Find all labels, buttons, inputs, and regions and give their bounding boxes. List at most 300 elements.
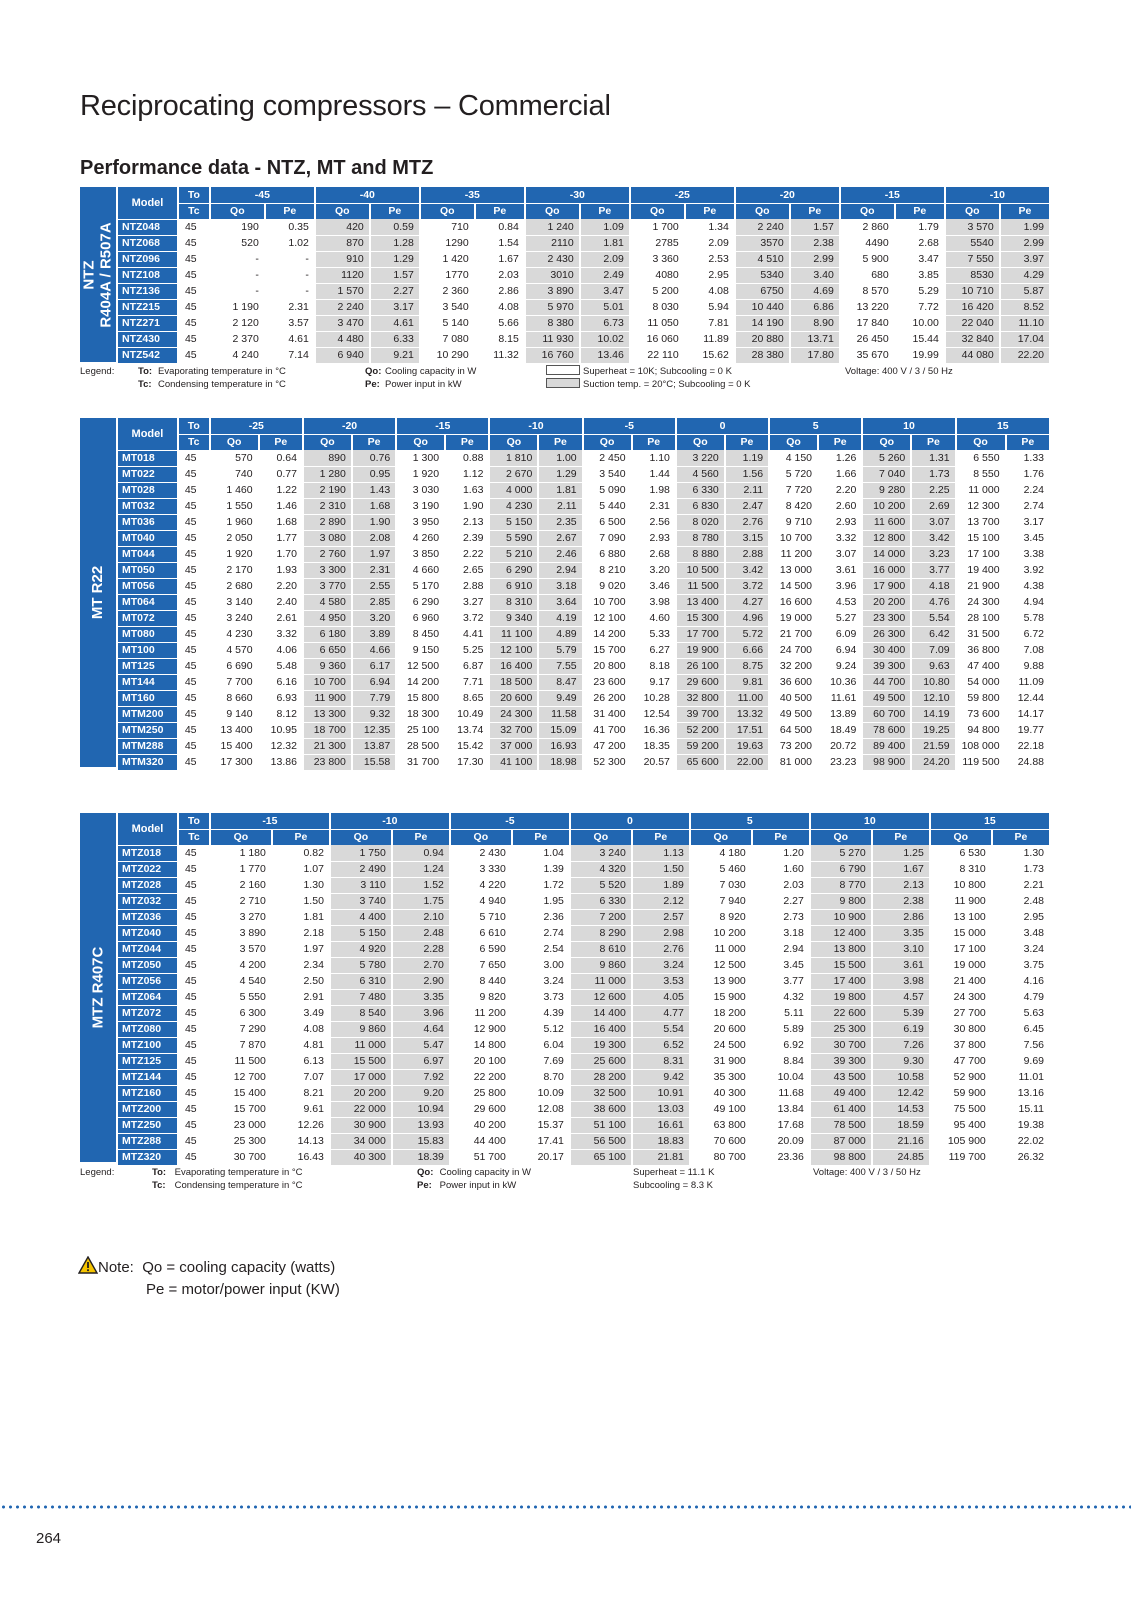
pe-cell: 2.76 [632,941,690,957]
pe-cell: 19.25 [911,722,955,738]
qo-cell: 23 300 [862,610,911,626]
pe-cell: 4.96 [725,610,769,626]
pe-cell: 2.36 [512,909,570,925]
qo-cell: 12 500 [396,658,445,674]
pe-cell: 3.48 [992,925,1050,941]
pe-cell: 2.08 [352,530,396,546]
pe-cell: 9.30 [872,1053,930,1069]
qo-cell: 5 590 [489,530,538,546]
qo-cell: 32 500 [570,1085,632,1101]
qo-cell: 11 200 [769,546,818,562]
qo-cell: 12 700 [210,1069,272,1085]
model-cell: MTZ050 [118,957,178,973]
table-row [118,267,1050,283]
tc-cell: 45 [178,861,210,877]
pe-cell: 1.52 [392,877,450,893]
tc-cell: 45 [178,1005,210,1021]
qo-cell: 1 750 [330,845,392,861]
qo-cell: 570 [210,450,259,466]
qo-cell: 6 500 [583,514,632,530]
qo-cell: 59 900 [930,1085,992,1101]
pe-cell: 1.66 [818,466,862,482]
qo-cell: 6 960 [396,610,445,626]
pe-cell: 1.30 [272,877,330,893]
legend-title: Legend: [80,1167,115,1178]
qo-cell: 15 700 [583,642,632,658]
qo-cell: 13 900 [690,973,752,989]
qo-cell: 30 700 [810,1037,872,1053]
qo-cell: 24 300 [956,594,1006,610]
tc-cell: 45 [178,347,210,363]
tc-cell: 45 [178,957,210,973]
qo-cell: 17 840 [840,315,895,331]
qo-cell: 5340 [735,267,790,283]
qo-cell: 4 570 [210,642,259,658]
pe-cell: 4.06 [259,642,303,658]
qo-cell: 11 500 [676,578,725,594]
qo-cell: 15 100 [956,530,1006,546]
pe-cell: 6.16 [259,674,303,690]
evap-temp-value: -20 [303,418,396,434]
table-row [118,706,1050,722]
pe-cell: 2.31 [265,299,315,315]
qo-cell: 26 100 [676,658,725,674]
table-row [118,722,1050,738]
qo-cell: 36 800 [956,642,1006,658]
qo-cell: 15 300 [676,610,725,626]
qo-cell: 37 800 [930,1037,992,1053]
model-cell: MT080 [118,626,178,642]
pe-cell: 1.02 [265,235,315,251]
qo-cell: 1 920 [210,546,259,562]
qo-cell: 8 610 [570,941,632,957]
table-row [118,578,1050,594]
model-cell: MT028 [118,482,178,498]
table-row [118,530,1050,546]
pe-cell: 3.72 [725,578,769,594]
qo-cell: 65 100 [570,1149,632,1165]
pe-cell: 3.10 [872,941,930,957]
qo-cell: 2 450 [583,450,632,466]
qo-cell: 41 100 [489,754,538,770]
qo-cell: 6 530 [930,845,992,861]
pe-cell: 8.70 [512,1069,570,1085]
pe-column-header: Pe [265,203,315,219]
table-row [118,347,1050,363]
pe-cell: 4.61 [265,331,315,347]
qo-cell: 2 190 [303,482,352,498]
table-row [118,973,1050,989]
qo-cell: 2 050 [210,530,259,546]
mtz-side-label [80,813,118,1162]
pe-cell: 3.32 [818,530,862,546]
pe-cell: 3.77 [911,562,955,578]
qo-cell: 37 000 [489,738,538,754]
pe-cell: 3.61 [872,957,930,973]
tc-cell: 45 [178,1053,210,1069]
qo-cell: 3 740 [330,893,392,909]
pe-cell: 9.32 [352,706,396,722]
pe-cell: 3.42 [911,530,955,546]
table-row [118,546,1050,562]
pe-cell: 6.27 [632,642,676,658]
qo-cell: 4 240 [210,347,265,363]
qo-cell: 22 200 [450,1069,512,1085]
qo-cell: 2 490 [330,861,392,877]
pe-cell: 0.82 [272,845,330,861]
qo-cell: 1 180 [210,845,272,861]
qo-cell: 11 500 [210,1053,272,1069]
pe-cell: 9.42 [632,1069,690,1085]
qo-cell: 3 300 [303,562,352,578]
pe-cell: 14.13 [272,1133,330,1149]
model-cell: NTZ048 [118,219,178,235]
qo-cell: 24 300 [489,706,538,722]
table-row [118,1117,1050,1133]
qo-cell: 6 790 [810,861,872,877]
qo-cell: 5 200 [630,283,685,299]
pe-cell: 5.11 [752,1005,810,1021]
pe-cell: 5.54 [911,610,955,626]
pe-cell: 9.88 [1006,658,1050,674]
qo-cell: 14 200 [583,626,632,642]
qo-cell: 11 050 [630,315,685,331]
evap-temp-header: To [178,418,210,434]
pe-cell: 2.74 [512,925,570,941]
pe-column-header: Pe [790,203,840,219]
qo-cell: 73 600 [956,706,1006,722]
pe-cell: 2.25 [911,482,955,498]
pe-cell: 2.76 [725,514,769,530]
qo-cell: 3 540 [583,466,632,482]
qo-cell: 8530 [945,267,1000,283]
table-row [118,1053,1050,1069]
pe-cell: 2.38 [790,235,840,251]
qo-cell: 3570 [735,235,790,251]
qo-cell: 2 710 [210,893,272,909]
model-cell: MTZ250 [118,1117,178,1133]
pe-cell: 2.90 [392,973,450,989]
qo-cell: 740 [210,466,259,482]
pe-cell: 1.39 [512,861,570,877]
evap-temp-value: -35 [420,187,525,203]
qo-cell: 16 400 [570,1021,632,1037]
model-cell: MT040 [118,530,178,546]
pe-cell: 9.81 [725,674,769,690]
qo-cell: 21 400 [930,973,992,989]
pe-cell: 3.35 [872,925,930,941]
ntz-table-block [80,187,1051,362]
qo-cell: 49 100 [690,1101,752,1117]
qo-cell: 4490 [840,235,895,251]
table-row [118,658,1050,674]
pe-cell: 1.31 [911,450,955,466]
model-cell: MT036 [118,514,178,530]
evap-temp-header: To [178,813,210,829]
pe-cell: 23.23 [818,754,862,770]
pe-cell: 3.42 [725,562,769,578]
pe-cell: 8.31 [632,1053,690,1069]
pe-cell: 5.87 [1000,283,1050,299]
qo-cell: 24 500 [690,1037,752,1053]
qo-cell: 30 700 [210,1149,272,1165]
qo-cell: 2 240 [735,219,790,235]
qo-cell: 3 110 [330,877,392,893]
evap-temp-value: -10 [330,813,450,829]
pe-cell: 17.51 [725,722,769,738]
qo-column-header: Qo [583,434,632,450]
mt-performance-table [118,418,1051,771]
pe-cell: 7.71 [445,674,489,690]
qo-cell: 15 500 [330,1053,392,1069]
pe-cell: 18.98 [538,754,582,770]
pe-cell: 1.20 [752,845,810,861]
evap-temp-value: -10 [945,187,1050,203]
qo-cell: 87 000 [810,1133,872,1149]
tc-cell: 45 [178,299,210,315]
model-cell: MT160 [118,690,178,706]
qo-column-header: Qo [525,203,580,219]
pe-cell: 2.68 [895,235,945,251]
pe-cell: 7.56 [992,1037,1050,1053]
pe-cell: 1.90 [445,498,489,514]
qo-cell: 20 100 [450,1053,512,1069]
legend-qo-pe [417,1166,531,1192]
pe-cell: 6.93 [259,690,303,706]
qo-cell: 1 810 [489,450,538,466]
model-cell: MTM288 [118,738,178,754]
qo-cell: 13 300 [303,706,352,722]
qo-cell: 119 500 [956,754,1006,770]
qo-column-header: Qo [210,203,265,219]
pe-cell: 12.54 [632,706,676,722]
qo-cell: 18 700 [303,722,352,738]
pe-column-header: Pe [685,203,735,219]
evap-temp-value: -15 [840,187,945,203]
qo-cell: 31 700 [396,754,445,770]
model-cell: MT044 [118,546,178,562]
evap-temp-value: 15 [930,813,1050,829]
model-cell: MT056 [118,578,178,594]
pe-cell: 15.09 [538,722,582,738]
qo-cell: 3 330 [450,861,512,877]
pe-cell: 2.03 [475,267,525,283]
qo-cell: 16 420 [945,299,1000,315]
tc-cell: 45 [178,530,210,546]
qo-cell: 6 290 [396,594,445,610]
pe-cell: 5.94 [685,299,735,315]
pe-column-header: Pe [445,434,489,450]
qo-cell: 73 200 [769,738,818,754]
qo-cell: 6 880 [583,546,632,562]
pe-cell: 3.47 [895,251,945,267]
pe-cell: 1.99 [1000,219,1050,235]
pe-cell: 1.34 [685,219,735,235]
model-cell: NTZ136 [118,283,178,299]
legend-to-tc [152,1166,303,1192]
qo-cell: 21 700 [769,626,818,642]
qo-cell: 17 100 [956,546,1006,562]
pe-cell: 3.24 [512,973,570,989]
qo-cell: 108 000 [956,738,1006,754]
tc-cell: 45 [178,925,210,941]
pe-cell: 10.49 [445,706,489,722]
pe-cell: 1.81 [272,909,330,925]
tc-cell: 45 [178,674,210,690]
qo-cell: 4 400 [330,909,392,925]
evap-temp-value: -15 [210,813,330,829]
qo-cell: 26 300 [862,626,911,642]
evap-temp-value: -15 [396,418,489,434]
pe-cell: 8.15 [475,331,525,347]
table-row [118,909,1050,925]
pe-cell: 17.30 [445,754,489,770]
pe-cell: 2.54 [512,941,570,957]
qo-cell: 6 910 [489,578,538,594]
qo-cell: 4080 [630,267,685,283]
pe-cell: 7.26 [872,1037,930,1053]
pe-cell: 11.68 [752,1085,810,1101]
qo-cell: 24 700 [769,642,818,658]
qo-cell: 1 920 [396,466,445,482]
qo-cell: 12 800 [862,530,911,546]
model-cell: MTZ072 [118,1005,178,1021]
pe-cell: 2.85 [352,594,396,610]
tc-cell: 45 [178,514,210,530]
pe-cell: 3.92 [1006,562,1050,578]
qo-cell: 22 000 [330,1101,392,1117]
qo-cell: 6 940 [315,347,370,363]
qo-cell: 5 270 [810,845,872,861]
pe-cell: 3.61 [818,562,862,578]
qo-cell: 11 900 [930,893,992,909]
qo-cell: 10 800 [930,877,992,893]
pe-cell: 20.09 [752,1133,810,1149]
pe-cell: 13.16 [992,1085,1050,1101]
pe-cell: 2.65 [445,562,489,578]
pe-cell: 1.43 [352,482,396,498]
note-box [78,1256,340,1300]
qo-cell: 40 300 [330,1149,392,1165]
qo-column-header: Qo [945,203,1000,219]
pe-cell: 4.39 [512,1005,570,1021]
qo-cell: 11 900 [303,690,352,706]
pe-cell: 10.04 [752,1069,810,1085]
qo-cell: 8 020 [676,514,725,530]
tc-cell: 45 [178,738,210,754]
qo-cell: 17 400 [810,973,872,989]
qo-cell: 8 420 [769,498,818,514]
qo-cell: 12 100 [583,610,632,626]
qo-cell: 9 020 [583,578,632,594]
model-cell: MTZ144 [118,1069,178,1085]
qo-cell: 12 100 [489,642,538,658]
pe-cell: 3.96 [818,578,862,594]
qo-cell: 26 450 [840,331,895,347]
qo-cell: 9 280 [862,482,911,498]
pe-cell: 24.85 [872,1149,930,1165]
pe-cell: 4.08 [685,283,735,299]
pe-cell: 3.27 [445,594,489,610]
pe-cell: 2.95 [992,909,1050,925]
tc-cell: 45 [178,722,210,738]
qo-cell: 4 220 [450,877,512,893]
tc-cell: 45 [178,482,210,498]
pe-cell: 0.84 [475,219,525,235]
pe-cell: 1.68 [259,514,303,530]
pe-cell: 2.56 [632,514,676,530]
pe-cell: 1.50 [272,893,330,909]
qo-cell: 25 800 [450,1085,512,1101]
legend-tc-text: Condensing temperature in °C [174,1180,303,1191]
pe-cell: 13.89 [818,706,862,722]
qo-cell: 13 100 [930,909,992,925]
qo-cell: 4 260 [396,530,445,546]
table-row [118,482,1050,498]
pe-column-header: Pe [512,829,570,845]
tc-cell: 45 [178,893,210,909]
pe-cell: 3.57 [265,315,315,331]
tc-cell: 45 [178,877,210,893]
legend-swatches [546,365,751,391]
model-cell: MTZ064 [118,989,178,1005]
model-column-header: Model [118,187,178,219]
qo-cell: 8 920 [690,909,752,925]
pe-cell: 1.67 [475,251,525,267]
qo-cell: 17 900 [862,578,911,594]
legend-to-text: Evaporating temperature in °C [158,366,286,377]
pe-cell: 2.47 [725,498,769,514]
qo-cell: 1 240 [525,219,580,235]
pe-cell: 1.19 [725,450,769,466]
pe-column-header: Pe [752,829,810,845]
legend-superheat [633,1166,714,1192]
qo-cell: 11 200 [450,1005,512,1021]
qo-cell: 6 550 [956,450,1006,466]
qo-cell: 5 260 [862,450,911,466]
pe-cell: 11.09 [1006,674,1050,690]
qo-cell: 8 780 [676,530,725,546]
table-row [118,642,1050,658]
pe-cell: 6.52 [632,1037,690,1053]
pe-cell: 9.17 [632,674,676,690]
pe-column-header: Pe [1000,203,1050,219]
pe-cell: 1.29 [538,466,582,482]
qo-cell: 56 500 [570,1133,632,1149]
qo-cell: 13 400 [676,594,725,610]
pe-cell: 20.17 [512,1149,570,1165]
tc-cell: 45 [178,1037,210,1053]
qo-cell: 3 770 [303,578,352,594]
pe-cell: 4.08 [475,299,525,315]
model-column-header: Model [118,418,178,450]
model-cell: MT100 [118,642,178,658]
pe-cell: 13.46 [580,347,630,363]
qo-column-header: Qo [303,434,352,450]
qo-cell: 2110 [525,235,580,251]
table-row [118,450,1050,466]
pe-cell: 2.11 [538,498,582,514]
evap-temp-value: -20 [735,187,840,203]
model-cell: MTZ320 [118,1149,178,1165]
pe-column-header: Pe [272,829,330,845]
qo-cell: 38 600 [570,1101,632,1117]
qo-cell: 15 000 [930,925,992,941]
qo-column-header: Qo [489,434,538,450]
model-cell: MTZ200 [118,1101,178,1117]
pe-cell: 12.10 [911,690,955,706]
pe-cell: 19.38 [992,1117,1050,1133]
